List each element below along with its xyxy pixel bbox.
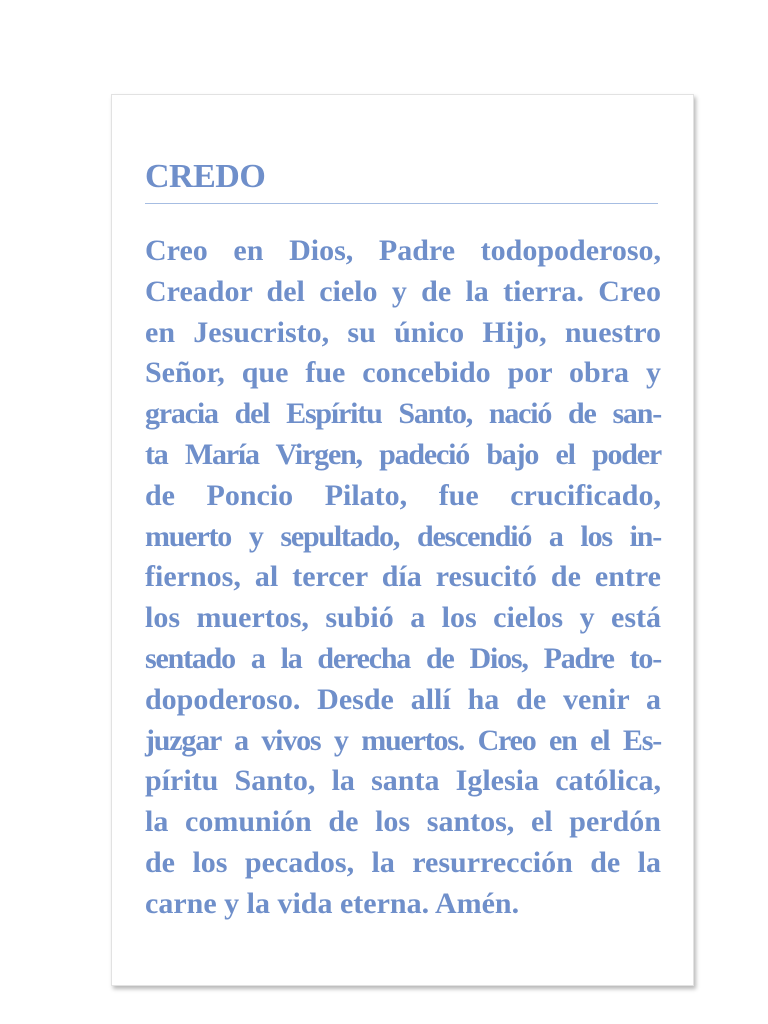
prayer-line: ta María Virgen, padeció bajo el poder	[145, 437, 661, 471]
prayer-line: de los pecados, la resurrección de la	[145, 845, 661, 879]
prayer-line: gracia del Espíritu Santo, nació de san-	[145, 397, 661, 431]
prayer-line: sentado a la derecha de Dios, Padre to-	[145, 641, 661, 675]
prayer-line: en Jesucristo, su único Hijo, nuestro	[145, 315, 661, 349]
prayer-line: Señor, que fue concebido por obra y	[145, 356, 661, 390]
prayer-line: Creo en Dios, Padre todopoderoso,	[145, 234, 661, 267]
page-title: CREDO	[145, 158, 266, 195]
prayer-line: los muertos, subió a los cielos y está	[145, 601, 661, 635]
prayer-line: dopoderoso. Desde allí ha de venir a	[145, 682, 661, 716]
prayer-line: píritu Santo, la santa Iglesia católica,	[145, 764, 661, 798]
prayer-line: juzgar a vivos y muertos. Creo en el Es-	[145, 723, 661, 757]
prayer-line: muerto y sepultado, descendió a los in-	[145, 519, 661, 553]
prayer-line: fiernos, al tercer día resucitó de entre	[145, 560, 661, 594]
prayer-line: de Poncio Pilato, fue crucificado,	[145, 478, 661, 512]
title-divider	[145, 203, 658, 204]
prayer-line: la comunión de los santos, el perdón	[145, 805, 661, 839]
prayer-text	[145, 231, 661, 925]
prayer-card	[111, 94, 694, 986]
prayer-line: carne y la vida eterna. Amén.	[145, 886, 520, 920]
prayer-line: Creador del cielo y de la tierra. Creo	[145, 274, 661, 308]
